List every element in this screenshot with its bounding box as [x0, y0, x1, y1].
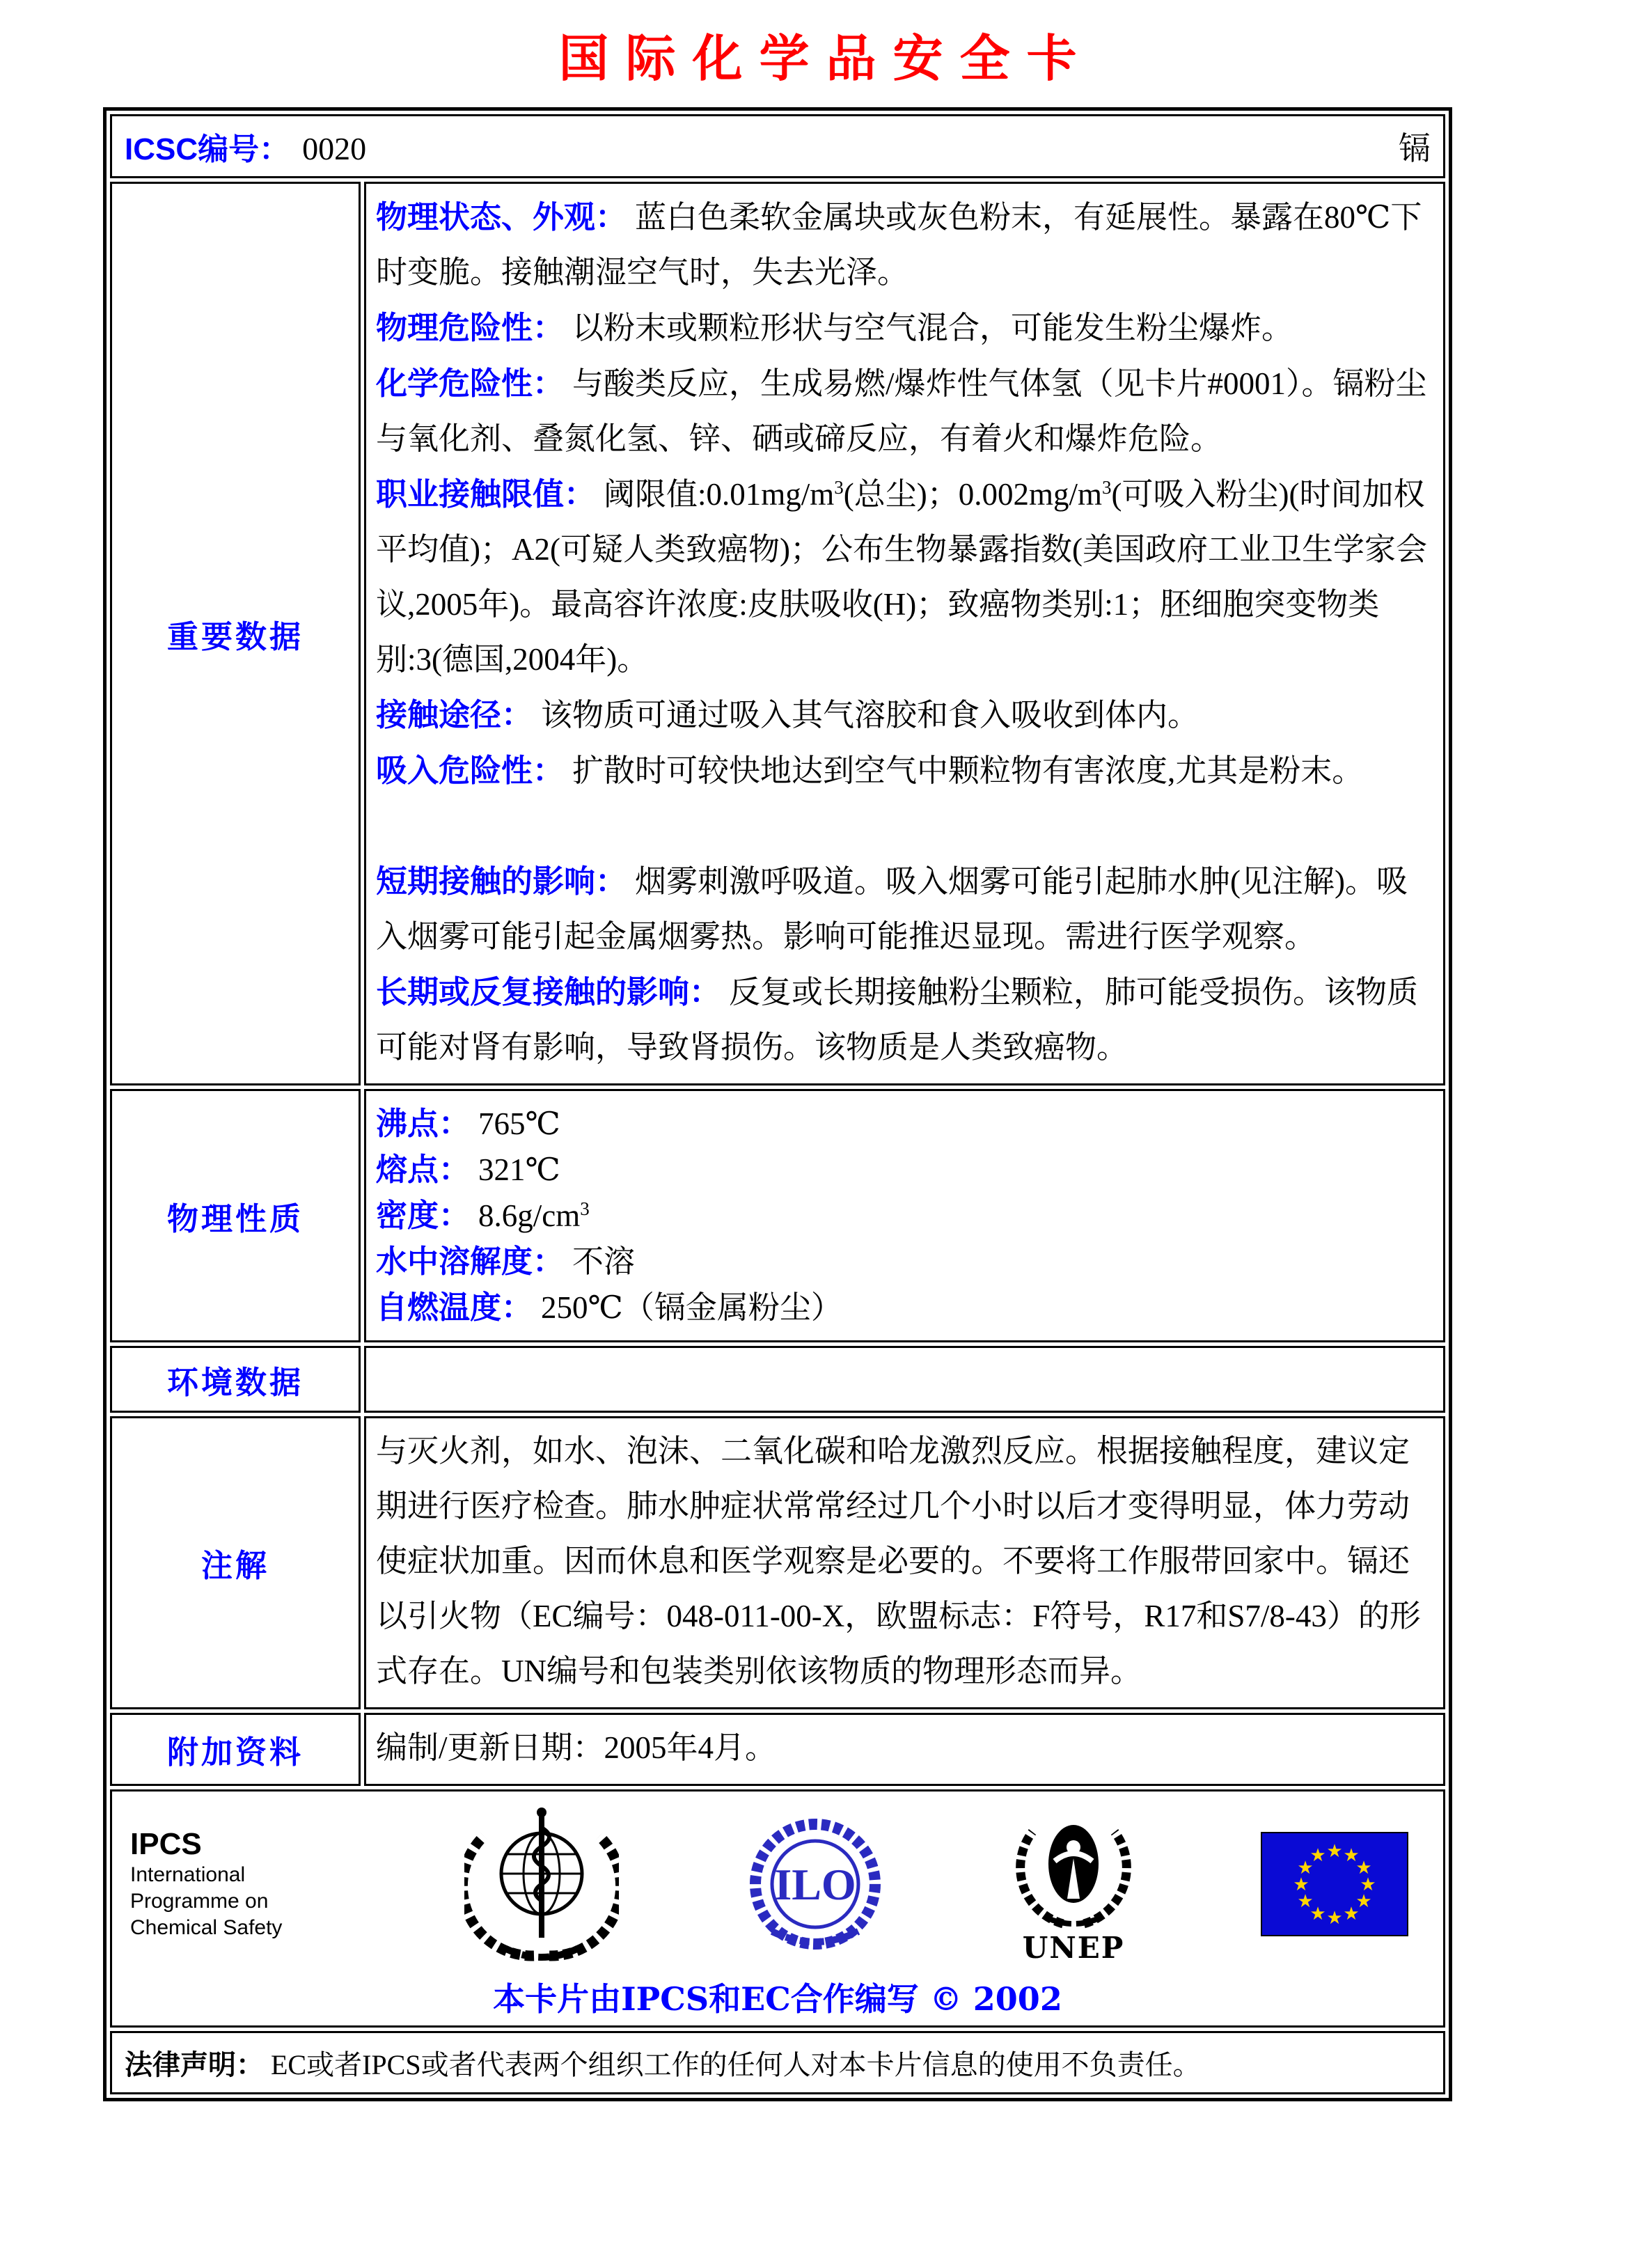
field-label: 化学危险性： [376, 366, 565, 401]
ipcs-title: IPCS [130, 1827, 202, 1861]
header-cell [110, 114, 1445, 178]
icsc-number-label: ICSC编号： [125, 132, 290, 166]
header-row [110, 114, 1445, 178]
text-segment: 3 [1102, 477, 1112, 498]
svg-text:★: ★ [1326, 1841, 1343, 1862]
text-segment: 765℃ [478, 1106, 560, 1141]
svg-text:ILO: ILO [774, 1860, 856, 1909]
paragraph [376, 687, 1432, 743]
icsc-number-value: 0020 [302, 131, 367, 166]
row-additional-info [110, 1713, 1445, 1786]
section-label-notes: 注解 [110, 1416, 361, 1709]
paragraph [376, 854, 1432, 964]
field-label: 密度： [376, 1198, 471, 1233]
text-segment: 该物质可通过吸入其气溶胶和食入吸收到体内。 [541, 698, 1199, 732]
credit-text: 本卡片由IPCS和EC合作编写 [493, 1980, 919, 2018]
svg-text:★: ★ [1343, 1845, 1360, 1866]
text-segment: 321℃ [478, 1152, 560, 1187]
paragraph [376, 1720, 1432, 1775]
text-segment: 反复或长期接触粉尘颗粒，肺可能受损伤。该物质可能对肾有影响，导致肾损伤。该物质是人类致癌物。 [376, 975, 1419, 1065]
section-label-additional-info: 附加资料 [110, 1713, 361, 1786]
unep-caption: UNEP [1022, 1930, 1125, 1965]
svg-text:★: ★ [1309, 1904, 1326, 1924]
logo-strip [126, 1801, 1429, 1967]
paragraph [376, 1193, 1432, 1239]
page-title: 国际化学品安全卡 [558, 29, 1094, 88]
ipcs-block [130, 1827, 339, 1941]
substance-name: 镉 [1399, 131, 1431, 166]
legal-label: 法律声明： [125, 2050, 264, 2080]
field-label: 自燃温度： [376, 1289, 533, 1325]
text-segment: (总尘)；0.002mg/m [843, 477, 1103, 512]
text-segment: 8.6g/cm [478, 1198, 581, 1233]
footer-cell [110, 1789, 1445, 2028]
blank-line [376, 799, 1432, 854]
svg-text:★: ★ [1360, 1874, 1376, 1895]
section-label-environmental-data: 环境数据 [110, 1346, 361, 1413]
section-content-physical-properties [364, 1089, 1445, 1342]
section-label-important-data: 重要数据 [110, 182, 361, 1085]
text-segment: 阈限值:0.01mg/m [604, 477, 835, 512]
who-logo [464, 1801, 619, 1967]
field-label: 接触途径： [376, 697, 533, 732]
paragraph [376, 1147, 1432, 1193]
field-label: 熔点： [376, 1152, 471, 1187]
footer-row [110, 1789, 1445, 2028]
paragraph [376, 356, 1432, 467]
text-segment: 3 [580, 1198, 590, 1219]
paragraph [376, 1101, 1432, 1147]
legal-row [110, 2031, 1445, 2094]
row-environmental-data [110, 1346, 1445, 1413]
text-segment: 蓝白色柔软金属块或灰色粉末，有延展性。暴露在80℃下时变脆。接触潮湿空气时，失去光泽。 [376, 200, 1422, 290]
paragraph [376, 1285, 1432, 1331]
ilo-logo [744, 1813, 886, 1955]
text-segment: 250℃（镉金属粉尘） [541, 1290, 842, 1325]
text-segment: 以粉末或颗粒形状与空气混合，可能发生粉尘爆炸。 [572, 311, 1293, 345]
svg-text:★: ★ [1297, 1858, 1314, 1879]
field-label: 水中溶解度： [376, 1244, 565, 1279]
svg-text:★: ★ [1355, 1858, 1372, 1879]
svg-text:★: ★ [1309, 1845, 1326, 1866]
svg-text:★: ★ [1326, 1908, 1343, 1929]
text-segment: (可吸入粉尘)(时间加权平均值)；A2(可疑人类致癌物)；公布生物暴露指数(美国政府工业卫生学家会议,2005年)。最高容许浓度:皮肤吸收(H)；致癌物类别:1；胚细胞突变物类别:3(德国,2004年)。 [376, 477, 1427, 677]
row-physical-properties [110, 1089, 1445, 1342]
field-label: 长期或反复接触的影响： [376, 974, 721, 1010]
section-label-physical-properties: 物理性质 [110, 1089, 361, 1342]
svg-text:★: ★ [1343, 1904, 1360, 1924]
field-label: 沸点： [376, 1106, 471, 1141]
credit-line [126, 1974, 1429, 2020]
text-segment: 与灭火剂，如水、泡沫、二氧化碳和哈龙激烈反应。根据接触程度，建议定期进行医疗检查。肺水肿症状常常经过几个小时以后才变得明显，体力劳动使症状加重。因而休息和医学观察是必要的。不要将工作服带回家中。镉还以引火物（EC编号：048-011-00-X，欧盟标志：F符号，R17和S7/8-43）的形式存在。UN编号和包装类别依该物质的物理形态而异。 [376, 1434, 1421, 1688]
ipcs-subtitle-line: Programme on [130, 1890, 269, 1913]
paragraph [376, 467, 1432, 687]
legal-text: EC或者IPCS或者代表两个组织工作的任何人对本卡片信息的使用不负责任。 [271, 2049, 1201, 2080]
text-segment: 编制/更新日期：2005年4月。 [376, 1730, 777, 1765]
unep-logo [1012, 1807, 1135, 1965]
svg-text:★: ★ [1293, 1874, 1309, 1895]
paragraph [376, 964, 1432, 1075]
field-label: 职业接触限值： [376, 476, 596, 512]
field-label: 吸入危险性： [376, 753, 565, 788]
paragraph [376, 300, 1432, 356]
paragraph [376, 743, 1432, 799]
text-segment: 扩散时可较快地达到空气中颗粒物有害浓度,尤其是粉末。 [572, 753, 1364, 788]
section-content-environmental-data [364, 1346, 1445, 1413]
field-label: 物理状态、外观： [376, 199, 627, 235]
legal-cell [110, 2031, 1445, 2094]
svg-text:★: ★ [1297, 1891, 1314, 1912]
text-segment: 与酸类反应，生成易燃/爆炸性气体氢（见卡片#0001）。镉粉尘与氧化剂、叠氮化氢、锌、硒或碲反应，有着火和爆炸危险。 [376, 366, 1427, 456]
section-content-notes [364, 1416, 1445, 1709]
field-label: 短期接触的影响： [376, 863, 627, 899]
ipcs-subtitle-line: International [130, 1863, 246, 1886]
field-label: 物理危险性： [376, 310, 565, 345]
text-segment: 3 [834, 477, 844, 498]
icsc-table [103, 107, 1452, 2101]
ipcs-subtitle-line: Chemical Safety [130, 1916, 283, 1939]
svg-text:★: ★ [1355, 1891, 1372, 1912]
row-notes [110, 1416, 1445, 1709]
eu-flag [1261, 1832, 1408, 1936]
text-segment: 烟雾刺激呼吸道。吸入烟雾可能引起肺水肿(见注解)。吸入烟雾可能引起金属烟雾热。影响可能推迟显现。需进行医学观察。 [376, 864, 1408, 954]
paragraph [376, 1424, 1432, 1699]
section-content-additional-info [364, 1713, 1445, 1786]
paragraph [376, 1239, 1432, 1285]
unep-emblem-icon [1012, 1807, 1135, 1931]
icsc-card-page [0, 18, 1652, 2101]
credit-year: © 2002 [929, 1980, 1062, 2018]
paragraph [376, 189, 1432, 300]
row-important-data [110, 182, 1445, 1085]
icsc-number-group [125, 124, 366, 168]
section-content-important-data [364, 182, 1445, 1085]
text-segment: 不溶 [572, 1244, 636, 1279]
